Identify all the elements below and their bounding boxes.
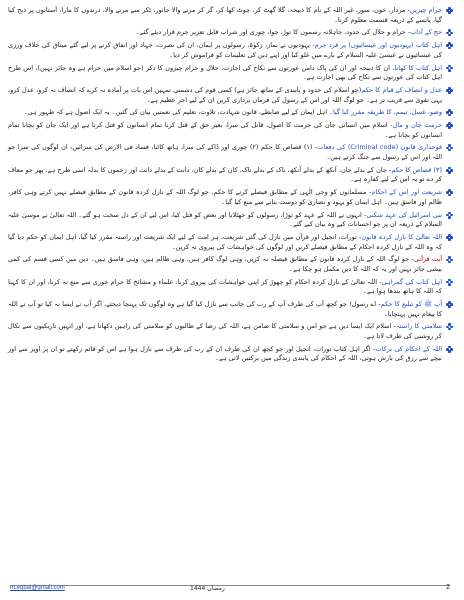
paragraph-text: - حرام و حلال کی حدود، جاہلانہ رسموں کا توڑ، جوا، چوری اور شراب قابل تعزیر جرم قرار دیئے گئے۔ [135,28,411,37]
bullet-icon [446,323,453,330]
paragraph-heading: شریعت اور اس کے احکام [371,188,442,197]
paragraph-heading: اللہ کے احکام کی برکات [375,344,442,353]
bullet-icon [446,7,453,14]
paragraph-text: - اللہ تعالیٰ کے نازل کردہ احکام کو چھوڑ کر اپنی خواہشات کی پیروی کرنا، علماء و مشائخ کا حرام خوری سے منع نہ کرنا، اور ان کا کہنا کہ اللہ کا ہاتھ بندھا ہوا ہے۔ [8,277,442,296]
paragraph-item [8,166,454,185]
paragraph-heading: اہل کتاب کی گمراہی [381,277,443,286]
paragraph-text: - (۱) قصاص کا حکم (۲) چوری اور ڈاکے کی سزا، ہاتھ کاٹنا، فساد فی الارض کی سزائیں، ان لوگوں کی سزا جو اللہ اور اس کے رسول سے جنگ کرتے ہیں۔ [8,143,442,162]
paragraph-item [8,86,454,105]
paragraph-text: - اگر اہل کتاب تورات، انجیل اور جو کچھ ان کی طرف ان کے رب کی طرف سے نازل ہوا ہے اس کو قائم رکھتے تو ان پر اوپر سے اور نیچے سے رزق کی بارش ہوتی، اللہ کے احکام کی پابندی زندگی میں برکتیں لاتی ہے۔ [8,344,442,363]
paragraph-item [8,211,454,230]
paragraph-text: - تورات، انجیل اور قرآن میں نازل کی گئی شریعت، ہر امت کے لیے ایک شریعت اور راستہ مقرر کیا گیا، اہل ایمان کو حکم دیا گیا کہ وہ اللہ کے نازل کردہ احکام کے مطابق فیصلے کریں اور لوگوں کی خواہشات کی پیروی نہ کریں۔ [8,232,442,251]
bullet-icon [446,212,453,219]
paragraph-item [8,108,454,118]
paragraph-item [8,278,454,297]
bullet-icon [446,346,453,353]
bullet-icon [446,189,453,196]
paragraph-item [8,322,454,341]
paragraph-text: - مسلمانوں کو وحی الٰہی کے مطابق فیصلے کرنے کا حکم، جو لوگ اللہ کے نازل کردہ قانون کے مطابق فیصلے نہیں کرتے وہی کافر، ظالم اور فاسق ہیں۔ اہل ایمان کو یہود و نصاریٰ کو دوست بنانے سے منع کیا گیا۔ [8,188,442,206]
footer-email-link[interactable]: m.eqbal@gmail.com [10,585,65,591]
bullet-icon [446,122,453,129]
bullet-icon [446,29,453,36]
paragraph-heading: حرام چیزیں [410,6,442,14]
bullet-icon [446,279,453,286]
paragraph-item [8,188,454,207]
bullet-icon [446,42,453,49]
paragraph-heading: حج کے آداب [410,28,442,37]
page-number: 2 [446,584,450,591]
paragraph-heading: (۳) قصاص کا حکم [391,165,443,174]
paragraph-item [8,143,454,162]
paragraph-text: (جو اسلام کی حدود و پابندی کے ساتھ جائز ہے) کسی قوم کی دشمنی تمہیں اس بات پر آمادہ نہ کرے کہ انصاف نہ کرو، عدل کرو، یہی تقویٰ سے قریب تر ہے۔ جو لوگ اللہ اور اس کے رسول کی فرماں برداری کریں ان کے لیے اجر عظیم ہے۔ [8,85,442,104]
paragraph-text: - یہودیوں نے نماز، زکوٰۃ، رسولوں پر ایمان، ان کی نصرت، جہاد اور انفاق کرنے پر لیے گئے میثاق کی خلاف ورزی کی عیسائیوں نے عیسیٰ علیہ السلام کے بارے میں غلو کیا اور اپنے دین کی تعلیمات کو فراموش کر دیا۔ [8,41,442,59]
footer-divider [10,585,450,586]
paragraph-text: - جان کے بدلے جان، آنکھ کے بدلے آنکھ، ناک کے بدلے ناک، کان کے بدلے کان، دانت کے بدلے دانت اور زخموں کا بدلہ اسی طرح ہے، پھر جو معاف کر دے تو یہ اس کے لیے کفارہ ہے۔ [8,165,442,184]
paragraph-item [8,121,454,140]
paragraph-text: ۔ اہل ایمان کے لیے ضابطے، قانون شہادت، تلاوت، تعلیم کی نعمتیں بیان کی گئیں۔ یہ ایک اصول ہے کہ طہور ہی۔ [23,108,333,117]
paragraph-heading: آیت قرآنی [413,255,442,264]
paragraph-item [8,255,454,274]
paragraph-heading: عدل و انصاف کے قیام کا حکم [361,85,442,94]
paragraph-item [8,41,454,60]
paragraph-heading: آپ ﷺ کو تبلیغ کا حکم [380,300,443,309]
paragraph-heading: سلامتی کا راستہ [395,322,442,331]
paragraph-heading: اللہ تعالیٰ کا نازل کردہ قانون [361,232,442,241]
bullet-icon [446,234,453,241]
paragraph-heading: اہل کتاب (یہودیوں اور عیسائیوں) پر فرد جرم [314,41,443,50]
paragraph-item [8,300,454,319]
paragraph-item [8,28,454,38]
paragraph-text: - اسلام ایک ایسا دین ہے جو امن و سلامتی کا ضامن ہے، اللہ کی رضا کے طالبوں کو سلامتی کی راہیں دکھاتا ہے، اور انہیں تاریکیوں سے نکال کر روشنی کی طرف لاتا ہے۔ [8,322,442,341]
paragraph-text: ، ان کا ذبیحہ اور ان کی پاک دامن عورتوں سے نکاح کی اجازت، حلال و حرام چیزوں کا ذکر (جو اسلام میں حرام ہے وہ جائز نہیں)، اس طرح اہل کتاب کی عورتوں سے نکاح کی بھی اجازت ہے۔ [8,63,442,82]
paragraph-item [8,233,454,252]
paragraph-item [8,6,454,25]
bullet-icon [446,109,453,116]
paragraph-heading: حرمت جان و مال [392,121,442,130]
paragraph-heading: وضو، غسل، تیمم، کا طریقہ مقرر کیا گیا [332,108,442,117]
footer-month: رمضان 1444 [190,585,225,592]
paragraph-heading: فوجداری قانون (Criminal code) کی دفعات [317,143,443,152]
paragraph-heading: اہل کتاب کا کھانا [394,63,443,72]
paragraph-text: - مردار، خون، سور، غیر اللہ کے نام کا ذبیحہ، گلا گھٹ کر، چوٹ کھا کر، گر کر مرنے والا جانور، ٹکر سے مرنے والا، درندوں کا مارا، آستانوں پر ذبح کیا گیا، پانسے کے ذریعہ قسمت معلوم کرنا۔ [8,6,442,24]
document-page [8,6,454,566]
bullet-icon [446,65,453,72]
bullet-icon [446,87,453,94]
bullet-icon [446,167,453,174]
paragraph-text: - اسلام میں انسانی جان کی حرمت کا اصول، قاتل کی سزا، بغیر حق کے قتل کرنا تمام انسانوں کو قتل کرنا ہے اور ایک جان کو بچانا تمام انسانوں کو بچانا ہے۔ [8,121,442,139]
paragraph-text: - انہوں نے اللہ کے عہد کو توڑا، رسولوں کو جھٹلایا اور بعض کو قتل کیا، اس لیے ان کے دل سخت ہو گئے۔ اللہ تعالیٰ نے موسیٰ علیہ السلام کے ذریعہ ان پر جو احسانات کیے وہ بیان کیے گئے۔ [8,210,442,229]
bullet-icon [446,301,453,308]
paragraph-item [8,345,454,364]
paragraph-text: - جو لوگ اللہ کے نازل کردہ قانون کے مطابق فیصلہ نہ کریں، وہی لوگ کافر ہیں، وہی ظالم ہیں، وہی فاسق ہیں۔ دین میں کسی قسم کی کمی بیشی جائز نہیں اور یہ کہ اللہ کا دین مکمل ہو چکا ہے۔ [8,255,442,273]
bullet-icon [446,256,453,263]
paragraph-heading: بنی اسرائیل کی عہد شکنی [366,210,442,219]
paragraph-item [8,64,454,83]
paragraph-text: - اے رسول! جو کچھ آپ کی طرف آپ کے رب کی جانب سے نازل کیا گیا ہے وہ لوگوں تک پہنچا دیجئے، اگر آپ نے ایسا نہ کیا تو آپ نے اللہ کا پیغام نہیں پہنچایا۔ [8,300,442,318]
bullet-icon [446,144,453,151]
